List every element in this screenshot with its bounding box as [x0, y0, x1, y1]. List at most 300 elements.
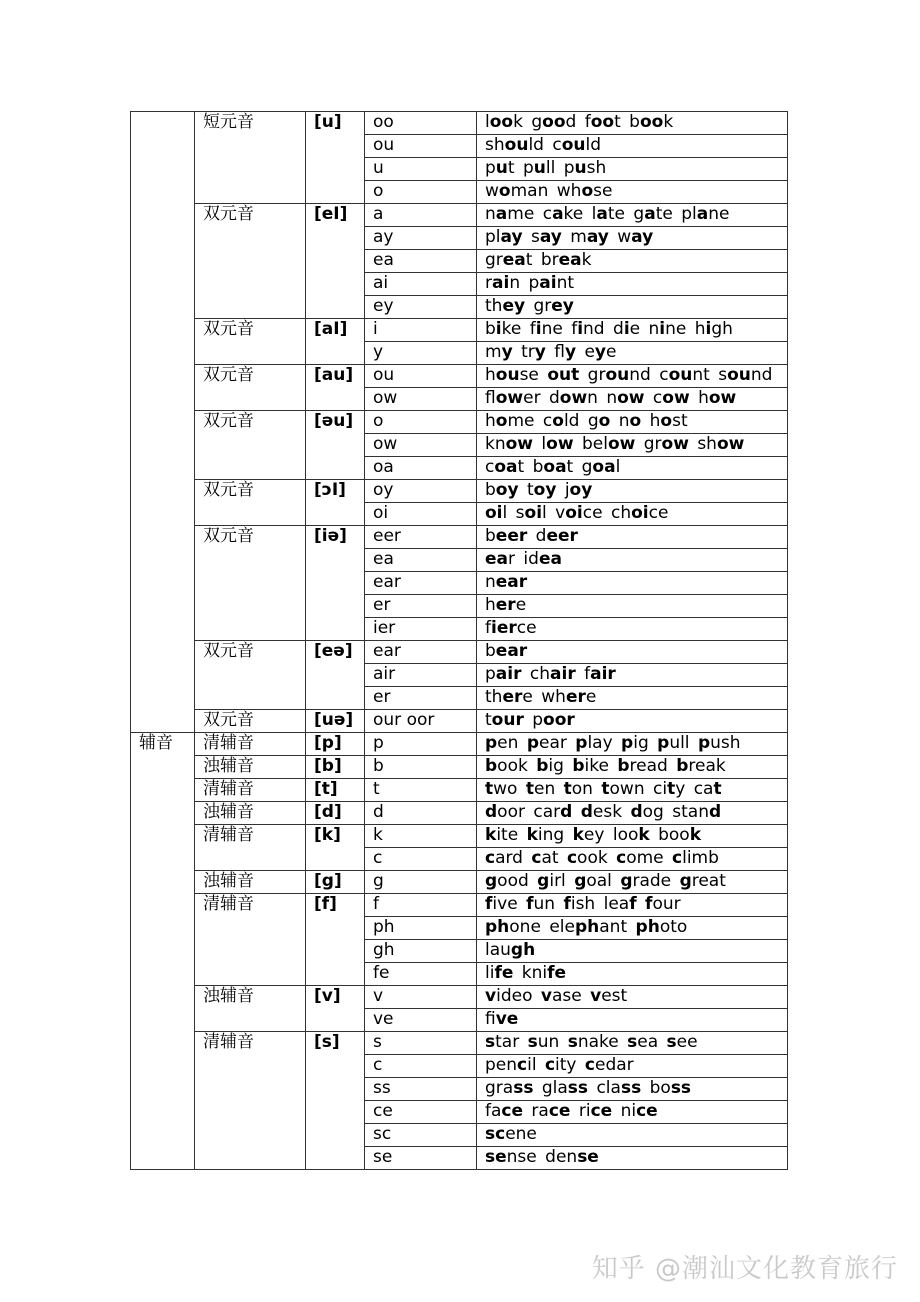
example-word [485, 135, 544, 155]
highlighted-letters: c [672, 848, 683, 868]
example-word [588, 411, 610, 431]
example-words-cell [477, 940, 788, 963]
example-word [516, 503, 547, 523]
word-part: nse [506, 1147, 537, 1167]
sound-type-cell: 浊辅音 [195, 871, 306, 894]
word-part: b [629, 112, 640, 132]
example-word [572, 756, 609, 776]
highlighted-letters: ou [504, 135, 529, 155]
spelling-cell: t [365, 779, 477, 802]
word-part: f [485, 618, 491, 638]
example-word [658, 825, 701, 845]
example-word [485, 503, 507, 523]
highlighted-letters: ce [501, 1101, 524, 1121]
example-words-cell [477, 342, 788, 365]
word-part: e [606, 342, 617, 362]
word-part: e [515, 595, 527, 615]
word-part: k [513, 112, 523, 132]
word-part: sh [485, 135, 505, 155]
spelling-cell: c [365, 848, 477, 871]
word-part: ard [495, 848, 523, 868]
example-word [585, 1055, 634, 1075]
highlighted-letters: t [563, 779, 572, 799]
example-word [485, 595, 526, 615]
table-row [131, 641, 788, 664]
example-word [659, 365, 710, 385]
example-word [529, 273, 575, 293]
example-word [485, 848, 523, 868]
word-part: f [584, 112, 591, 132]
example-word [650, 411, 688, 431]
highlighted-letters: a [596, 204, 608, 224]
word-part: t [614, 112, 621, 132]
example-word [485, 1009, 518, 1029]
word-part: p [563, 158, 575, 178]
highlighted-letters: t [601, 779, 610, 799]
example-word [570, 227, 609, 247]
word-part: ne [708, 204, 730, 224]
word-part: w [485, 181, 499, 201]
word-part: th [485, 296, 503, 316]
example-word [485, 273, 520, 293]
word-part: r [508, 549, 516, 569]
example-word [485, 411, 535, 431]
word-part: lea [603, 894, 630, 914]
highlighted-letters: y [564, 342, 577, 362]
example-word [542, 1078, 588, 1098]
highlighted-letters: p [575, 733, 588, 753]
example-words-cell [477, 112, 788, 135]
spelling-cell: ea [365, 250, 477, 273]
example-word [485, 319, 521, 339]
example-word [557, 181, 613, 201]
table-row [131, 894, 788, 917]
example-word [485, 480, 519, 500]
word-part: d [535, 526, 547, 546]
example-word [645, 894, 681, 914]
table-row [131, 204, 788, 227]
example-word [485, 779, 517, 799]
highlighted-letters: f [645, 894, 653, 914]
highlighted-letters: o [629, 411, 642, 431]
highlighted-letters: ph [485, 917, 510, 937]
word-part: id [523, 549, 539, 569]
table-row [131, 733, 788, 756]
sound-type-cell: 双元音 [195, 319, 306, 365]
sound-type-cell: 清辅音 [195, 825, 306, 871]
highlighted-letters: ow [495, 388, 524, 408]
sound-type-cell: 浊辅音 [195, 802, 306, 825]
table-row [131, 411, 788, 434]
highlighted-letters: d [485, 802, 498, 822]
word-part: e [585, 687, 597, 707]
word-part: ant [599, 917, 628, 937]
example-words-cell [477, 1101, 788, 1124]
highlighted-letters: er [502, 687, 523, 707]
word-part: ce [648, 503, 669, 523]
word-part: ome [626, 848, 664, 868]
example-word [485, 296, 525, 316]
phonetic-symbol-cell: [iə] [306, 526, 365, 641]
word-part: te [655, 204, 673, 224]
example-word [533, 457, 574, 477]
highlighted-letters: g [537, 871, 550, 891]
highlighted-letters: ce [548, 1101, 571, 1121]
example-word [568, 1032, 619, 1052]
highlighted-letters: t [525, 779, 534, 799]
word-part: t [485, 710, 492, 730]
word-part: b [532, 457, 544, 477]
spelling-cell: our oor [365, 710, 477, 733]
word-part: sh [697, 434, 717, 454]
highlighted-letters: p [485, 733, 498, 753]
word-part: ch [610, 503, 632, 523]
word-part: boo [658, 825, 690, 845]
example-word [485, 986, 532, 1006]
highlighted-letters: ea [558, 250, 582, 270]
spelling-cell: d [365, 802, 477, 825]
example-word [485, 756, 528, 776]
example-word [541, 986, 582, 1006]
phonetic-symbol-cell: [v] [306, 986, 365, 1032]
example-words-cell [477, 687, 788, 710]
word-part: ull [669, 733, 690, 753]
highlighted-letters: b [536, 756, 549, 776]
spelling-cell: k [365, 825, 477, 848]
word-part: ike [584, 756, 609, 776]
sound-type-cell: 清辅音 [195, 733, 306, 756]
highlighted-letters: oi [631, 503, 649, 523]
word-part: b [485, 480, 496, 500]
example-word [485, 204, 534, 224]
example-word [485, 1124, 537, 1144]
word-part: n [587, 388, 598, 408]
highlighted-letters: g [679, 871, 692, 891]
highlighted-letters: c [544, 1055, 556, 1075]
word-part: b [485, 319, 496, 339]
sound-type-cell: 双元音 [195, 365, 306, 411]
highlighted-letters: ou [495, 365, 520, 385]
word-part: reak [688, 756, 726, 776]
highlighted-letters: air [590, 664, 616, 684]
highlighted-letters: k [572, 825, 584, 845]
spelling-cell: ier [365, 618, 477, 641]
example-words-cell [477, 526, 788, 549]
example-words-cell [477, 480, 788, 503]
example-word [698, 733, 741, 753]
word-part: read [629, 756, 668, 776]
word-part: at [541, 848, 559, 868]
word-part: me [507, 411, 535, 431]
word-part: ite [496, 825, 519, 845]
highlighted-letters: oo [639, 112, 664, 132]
zhihu-watermark: 知乎 @潮汕文化教育旅行 [591, 1254, 898, 1284]
example-words-cell [477, 158, 788, 181]
highlighted-letters: eer [546, 526, 578, 546]
word-part: wo [493, 779, 518, 799]
word-part: c [542, 204, 553, 224]
word-part: rade [632, 871, 672, 891]
highlighted-letters: g [485, 871, 498, 891]
highlighted-letters: oi [565, 503, 583, 523]
example-word [619, 411, 641, 431]
word-part: en [534, 779, 556, 799]
example-word [650, 1078, 691, 1098]
spelling-cell: air [365, 664, 477, 687]
example-word [694, 779, 722, 799]
example-word [485, 641, 527, 661]
example-word [543, 204, 584, 224]
word-part: p [485, 158, 496, 178]
highlighted-letters: our [491, 710, 524, 730]
word-part: nt [556, 273, 575, 293]
spelling-cell: o [365, 411, 477, 434]
word-part: gra [485, 1078, 514, 1098]
word-part: ey [583, 825, 605, 845]
example-word [523, 158, 555, 178]
highlighted-letters: ss [620, 1078, 642, 1098]
table-row [131, 825, 788, 848]
table-row [131, 365, 788, 388]
example-word [681, 204, 729, 224]
word-part: ce [582, 503, 603, 523]
word-part: br [540, 250, 559, 270]
example-word [613, 319, 640, 339]
word-part: ea [637, 1032, 659, 1052]
highlighted-letters: ea [502, 250, 526, 270]
example-words-cell [477, 365, 788, 388]
word-part: pl [485, 227, 501, 247]
highlighted-letters: air [495, 664, 522, 684]
highlighted-letters: se [577, 1147, 599, 1167]
example-words-cell [477, 917, 788, 940]
example-words-cell [477, 963, 788, 986]
example-words-cell [477, 503, 788, 526]
table-row [131, 710, 788, 733]
highlighted-letters: k [638, 825, 650, 845]
sound-type-cell: 清辅音 [195, 779, 306, 802]
word-part: nt [692, 365, 710, 385]
word-part: own [609, 779, 645, 799]
word-part: l [615, 457, 621, 477]
highlighted-letters: f [485, 894, 493, 914]
phonics-table-body [131, 112, 788, 1170]
spelling-cell: ai [365, 273, 477, 296]
example-word [571, 319, 604, 339]
example-word [526, 894, 555, 914]
highlighted-letters: fe [494, 963, 514, 983]
example-words-cell [477, 572, 788, 595]
word-part: n [485, 204, 496, 224]
word-part: one [509, 917, 541, 937]
word-part: h [485, 365, 496, 385]
example-word [528, 1032, 560, 1052]
word-part: nd [583, 319, 605, 339]
example-word [527, 733, 567, 753]
word-part: ke [501, 319, 522, 339]
example-word [555, 503, 602, 523]
example-word [584, 664, 616, 684]
example-word [667, 1032, 698, 1052]
word-part: ity [555, 1055, 577, 1075]
highlighted-letters: ow [505, 434, 534, 454]
word-part: b [485, 526, 496, 546]
example-word [653, 779, 685, 799]
example-word [485, 1078, 533, 1098]
word-part: kn [485, 434, 506, 454]
word-part: e [584, 342, 595, 362]
sound-type-cell: 双元音 [195, 526, 306, 641]
example-words-cell [477, 664, 788, 687]
example-word [582, 457, 621, 477]
highlighted-letters: ay [631, 227, 654, 247]
word-part: e [522, 687, 533, 707]
example-word [588, 365, 651, 385]
highlighted-letters: ou [668, 365, 693, 385]
highlighted-letters: ow [546, 434, 574, 454]
example-words-cell [477, 549, 788, 572]
highlighted-letters: ea [485, 549, 509, 569]
example-word [530, 664, 576, 684]
highlighted-letters: ear [495, 572, 528, 592]
example-word [527, 825, 565, 845]
word-part: un [533, 894, 556, 914]
highlighted-letters: c [485, 848, 496, 868]
word-part: y [675, 779, 686, 799]
highlighted-letters: sc [485, 1124, 506, 1144]
highlighted-letters: o [495, 411, 508, 431]
word-part: ood [497, 871, 529, 891]
word-part: ne [665, 319, 687, 339]
word-part: ive [492, 894, 518, 914]
example-word [485, 158, 515, 178]
word-part: est [601, 986, 628, 1006]
spelling-cell: er [365, 687, 477, 710]
example-words-cell [477, 135, 788, 158]
example-words-cell [477, 319, 788, 342]
phonetic-symbol-cell: [k] [306, 825, 365, 871]
highlighted-letters: c [616, 848, 627, 868]
example-word [611, 503, 668, 523]
highlighted-letters: o [581, 181, 594, 201]
highlighted-letters: ss [513, 1078, 534, 1098]
highlighted-letters: b [617, 756, 630, 776]
highlighted-letters: d [630, 802, 643, 822]
spelling-cell: f [365, 894, 477, 917]
example-word [565, 480, 593, 500]
highlighted-letters: o [552, 411, 564, 431]
word-part: f [529, 319, 536, 339]
word-part: n [618, 411, 630, 431]
example-word [485, 1055, 537, 1075]
word-part: pen [485, 1055, 518, 1075]
word-part: man [510, 181, 549, 201]
highlighted-letters: p [697, 733, 711, 753]
example-word [617, 227, 653, 247]
example-word [541, 250, 592, 270]
highlighted-letters: k [689, 825, 701, 845]
phonetic-symbol-cell: [g] [306, 871, 365, 894]
highlighted-letters: t [667, 779, 676, 799]
example-words-cell [477, 848, 788, 871]
highlighted-letters: t [571, 365, 580, 385]
highlighted-letters: i [659, 319, 666, 339]
highlighted-letters: ph [635, 917, 660, 937]
highlighted-letters: i [705, 319, 712, 339]
word-part: l [542, 503, 547, 523]
example-words-cell [477, 434, 788, 457]
highlighted-letters: ai [539, 273, 557, 293]
table-row [131, 779, 788, 802]
spelling-cell: ea [365, 549, 477, 572]
spelling-cell: ou [365, 135, 477, 158]
word-part: ld [528, 135, 544, 155]
word-part: pl [681, 204, 697, 224]
word-part: s [515, 503, 525, 523]
highlighted-letters: er [495, 595, 516, 615]
word-part: ideo [496, 986, 533, 1006]
spelling-cell: ve [365, 1009, 477, 1032]
highlighted-letters: er [565, 687, 586, 707]
example-word [485, 342, 513, 362]
word-part: m [485, 342, 502, 362]
example-word [523, 549, 562, 569]
word-part: r [485, 273, 492, 293]
example-words-cell [477, 1009, 788, 1032]
example-word [695, 319, 733, 339]
highlighted-letters: ou [547, 365, 572, 385]
example-word [574, 871, 612, 891]
word-part: g [633, 204, 645, 224]
word-part: un [537, 1032, 560, 1052]
example-words-cell [477, 273, 788, 296]
word-part: ook [497, 756, 528, 776]
word-part: edar [594, 1055, 634, 1075]
phonetic-symbol-cell: [f] [306, 894, 365, 986]
highlighted-letters: ow [662, 388, 690, 408]
word-part: se [593, 181, 613, 201]
example-word [680, 871, 726, 891]
word-part: stan [672, 802, 709, 822]
sound-type-cell: 双元音 [195, 641, 306, 710]
word-part: n [606, 388, 618, 408]
word-part: ing [537, 825, 565, 845]
example-word [636, 917, 688, 937]
example-word [549, 917, 627, 937]
spelling-cell: oo [365, 112, 477, 135]
highlighted-letters: a [644, 204, 656, 224]
word-part: ri [578, 1101, 591, 1121]
highlighted-letters: a [696, 204, 709, 224]
highlighted-letters: ai [492, 273, 510, 293]
example-word [485, 825, 518, 845]
word-part: m [570, 227, 587, 247]
word-part: og [642, 802, 664, 822]
example-word [485, 388, 541, 408]
word-part: st [672, 411, 688, 431]
word-part: g [587, 411, 599, 431]
word-part: il [527, 1055, 537, 1075]
word-part: g [531, 112, 543, 132]
highlighted-letters: ay [539, 227, 562, 247]
highlighted-letters: t [485, 779, 494, 799]
word-part: f [571, 319, 578, 339]
phonetic-symbol-cell: [b] [306, 756, 365, 779]
word-part: er [523, 388, 541, 408]
highlighted-letters: ow [716, 434, 745, 454]
word-part: ld [563, 411, 580, 431]
example-word [596, 1078, 641, 1098]
